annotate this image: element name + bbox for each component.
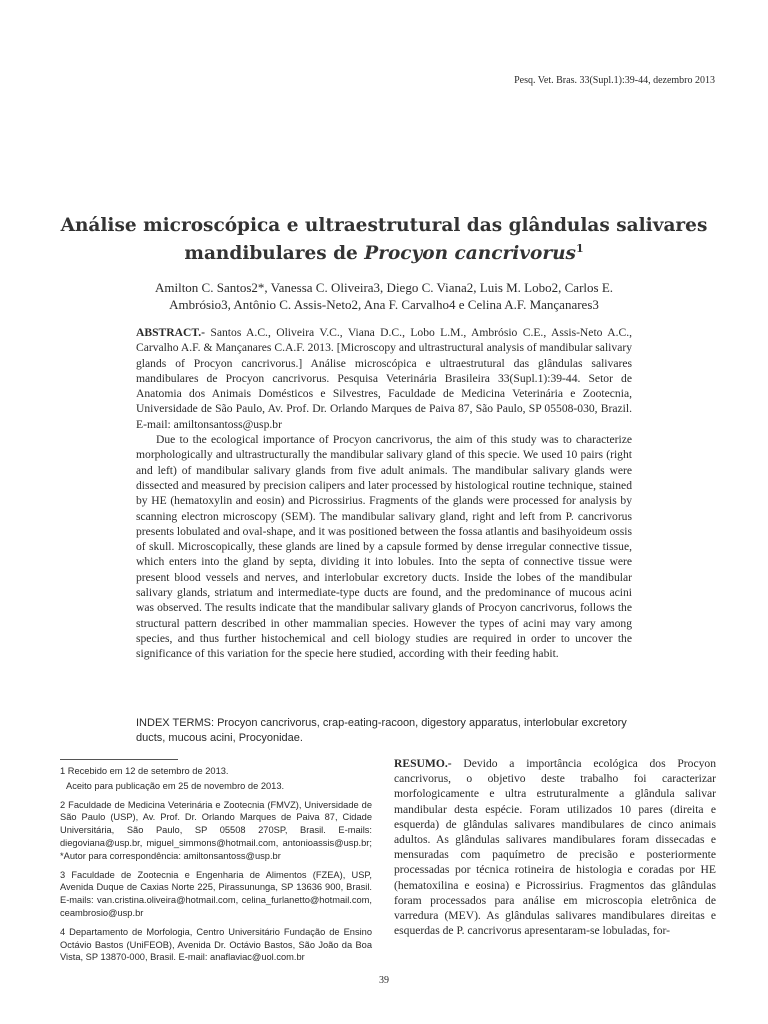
running-head: Pesq. Vet. Bras. 33(Supl.1):39-44, dezembro 2013: [514, 75, 715, 86]
abstract-citation: Santos A.C., Oliveira V.C., Viana D.C., Lobo L.M., Ambrósio C.E., Assis-Neto A.C., Carvalho A.F. & Mançanares C.A.F. 2013. [Microscopy and ultrastructural analysis of mandibular salivary glands of Procyon cancrivorus.] Análise microscópica e ultraestrutural das glândulas salivares mandibulares de Procyon cancrivorus. Pesquisa Veterinária Brasileira 33(Supl.1):39-44. Setor de Anatomia dos Animais Domésticos e Silvestres, Faculdade de Medicina Veterinária e Zootecnia, Universidade de São Paulo, Av. Prof. Dr. Orlando Marques de Paiva 87, São Paulo, SP 05508-030, Brazil. E-mail: amiltonsantoss@usp.br: [136, 326, 632, 431]
authors-line-1: Amilton C. Santos2*, Vanessa C. Oliveira3, Diego C. Viana2, Luis M. Lobo2, Carlos E.: [154, 280, 614, 295]
footnote-received: 1 Recebido em 12 de setembro de 2013.: [60, 766, 229, 776]
index-terms: INDEX TERMS: Procyon cancrivorus, crap-eating-racoon, digestory apparatus, interlobular excretory ducts, mucous acini, Procyonidae.: [136, 717, 627, 744]
author-list: [60, 279, 708, 313]
abstract-label: ABSTRACT.-: [136, 326, 206, 339]
title-footnote-mark: 1: [575, 242, 584, 255]
authors-line-2: Ambrósio3, Antônio C. Assis-Neto2, Ana F. Carvalho4 e Celina A.F. Mançanares3: [169, 297, 599, 312]
footnote-affiliation-3: 3 Faculdade de Zootecnia e Engenharia de Alimentos (FZEA), USP, Avenida Duque de Caxias Norte 225, Pirassununga, SP 13636 900, Brasil. E-mails: van.cristina.oliveira@hotmail.com, celina_furlanetto@hotmail.com, ceambrosio@usp.br: [60, 869, 372, 918]
resumo-label: RESUMO.-: [394, 757, 452, 770]
resumo-text: Devido a importância ecológica dos Procyon cancrivorus, o objetivo deste trabalho foi caracterizar morfologicamente e ultra estruturalmente a glândula salivar mandibular desta espécie. Foram utilizados 10 pares (direita e esquerda) de glândulas salivares mandibulares de cinco animais adultos. As glândulas salivares mandibulares foram dissecadas e mensuradas com paquímetro de precisão e posteriormente processadas por técnica rotineira de histologia e coradas por HE (hematoxilina e eosina) e Picrossirius. Fragmentos das glândulas foram processados para análise em microscopia eletrônica de varredura (MEV). As glândulas salivares mandibulares direitas e esquerdas de P. cancrivorus apresentaram-se lobuladas, for-: [394, 757, 716, 938]
footnote-accepted: Aceito para publicação em 25 de novembro de 2013.: [66, 780, 285, 791]
title-species: Procyon cancrivorus: [364, 243, 576, 265]
footnote-divider: [60, 759, 178, 760]
abstract: [136, 325, 632, 662]
abstract-citation-paragraph: [136, 325, 632, 432]
page-number: 39: [379, 975, 389, 986]
footnote-affiliation-2: 2 Faculdade de Medicina Veterinária e Zootecnia (FMVZ), Universidade de São Paulo (USP), Av. Prof. Dr. Orlando Marques de Paiva 87, Cidade Universitária, São Paulo, SP 05508 270SP, Brasil. E-mails: diegoviana@usp.br, miguel_simmons@hotmail.com, antonioassis@usp.br; *Autor para correspondência: amiltonsantoss@usp.br: [60, 799, 372, 861]
abstract-body: Due to the ecological importance of Procyon cancrivorus, the aim of this study was to characterize morphologically and ultrastructurally the mandibular salivary gland of this specie. We used 10 pairs (right and left) of mandibular salivary glands from five adult animals. The mandibular salivary glands were dissected and measured by precision calipers and later processed by histological routine technique, stained by HE (hematoxylin and eosin) and Picrossirius. Fragments of the glands were processed for analysis by scanning electron microscopy (SEM). The mandibular salivary gland, right and left from P. cancrivorus presents lobulated and oval-shape, and it was positioned between the fossa atlantis and basihyoideum ossis of skull. Microscopically, these glands are lined by a capsule formed by dense irregular connective tissue, which enters into the gland by septa, dividing it into lobules. Into the septa of connective tissue were present blood vessels and nerves, and interlobular excretory ducts. Inside the lobes of the mandibular salivary glands, striatum and intermediate-type ducts are found, and the predominance of mucous acini was observed. The results indicate that the mandibular salivary glands of Procyon cancrivorus, follows the structural pattern described in other mammalian species. However the types of acini may vary among species, and thus further histochemical and cell biology studies are required in order to uncover the significance of this variation for the specie here studied, according with their feeding habit.: [136, 433, 632, 661]
title-line-1: Análise microscópica e ultraestrutural das glândulas salivares: [60, 215, 708, 236]
footnote-affiliation-4: 4 Departamento de Morfologia, Centro Universitário Fundação de Ensino Octávio Bastos (UniFEOB), Avenida Dr. Octávio Bastos, São João da Boa Vista, SP 13870-000, Brasil. E-mail: anaflaviac@uol.com.br: [60, 926, 372, 963]
footnotes: [60, 765, 372, 970]
article-title: [60, 214, 708, 265]
resumo: [394, 756, 716, 938]
title-line-2-prefix: mandibulares de: [184, 243, 365, 265]
